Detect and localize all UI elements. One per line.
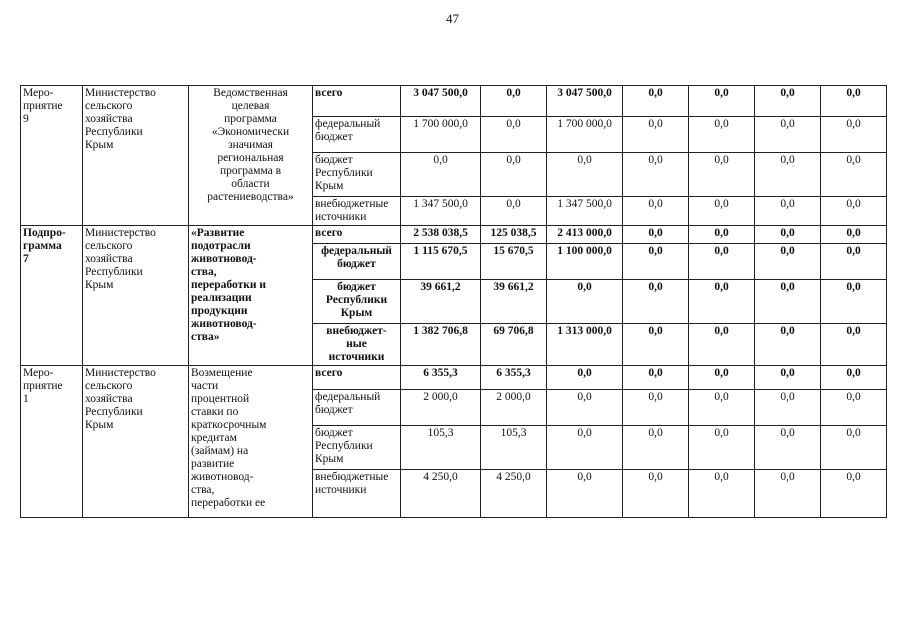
value-cell: 1 700 000,0 [547, 117, 623, 153]
value-cell: 0,0 [755, 197, 821, 226]
funding-source-line: Республики [315, 440, 373, 452]
funding-source-line: бюджет [315, 131, 353, 143]
executor-line: Крым [85, 139, 114, 151]
value-cell: 0,0 [821, 244, 887, 280]
value-cell: 39 661,2 [401, 280, 481, 324]
value-cell: 6 355,3 [481, 366, 547, 390]
value-cell: 0,0 [481, 86, 547, 117]
value-cell: 0,0 [623, 244, 689, 280]
program-name-line: ства, [191, 484, 215, 496]
funding-source-line: источники [328, 351, 385, 363]
value-cell: 0,0 [755, 426, 821, 470]
funding-source-line: федеральный [315, 391, 381, 403]
funding-source-line: Крым [315, 453, 344, 465]
value-cell: 0,0 [623, 226, 689, 244]
value-cell: 0,0 [547, 390, 623, 426]
program-name-line: развитие [191, 458, 235, 470]
funding-source-line: бюджет [315, 154, 353, 166]
value-cell: 39 661,2 [481, 280, 547, 324]
value-cell: 0,0 [623, 197, 689, 226]
executor-line: сельского [85, 100, 133, 112]
value-cell: 0,0 [689, 324, 755, 366]
item-label-line: Меро- [23, 87, 54, 99]
funding-source-line: Республики [325, 294, 388, 306]
value-cell: 0,0 [755, 153, 821, 197]
program-name-line: (займам) на [191, 445, 249, 457]
value-cell: 0,0 [755, 244, 821, 280]
item-label-line: 1 [23, 393, 29, 405]
value-cell: 0,0 [821, 197, 887, 226]
value-cell: 0,0 [821, 366, 887, 390]
value-cell: 0,0 [481, 117, 547, 153]
funding-source-line: бюджет [337, 281, 376, 293]
program-name-line: целевая [231, 100, 270, 112]
program-name-line: растениеводства» [207, 191, 294, 203]
executor-line: хозяйства [85, 253, 133, 265]
value-cell: 0,0 [547, 470, 623, 518]
executor-cell [83, 226, 189, 366]
item-label-line: приятие [23, 100, 63, 112]
value-cell: 0,0 [623, 470, 689, 518]
value-cell: 69 706,8 [481, 324, 547, 366]
value-cell: 0,0 [623, 280, 689, 324]
value-cell: 1 115 670,5 [401, 244, 481, 280]
program-name-line: «Экономически [211, 126, 290, 138]
item-label-line: 9 [23, 113, 29, 125]
executor-line: Республики [85, 126, 143, 138]
program-name-line: краткосрочным [191, 419, 267, 431]
value-cell: 0,0 [689, 86, 755, 117]
value-cell: 3 047 500,0 [401, 86, 481, 117]
funding-source-line: внебюджетные [315, 471, 389, 483]
item-label-line: 7 [23, 253, 29, 265]
item-label-cell [21, 226, 83, 366]
executor-line: сельского [85, 240, 133, 252]
value-cell: 0,0 [821, 470, 887, 518]
program-name-line: кредитам [191, 432, 237, 444]
value-cell: 0,0 [623, 153, 689, 197]
table-row [21, 226, 887, 244]
value-cell: 0,0 [821, 86, 887, 117]
funding-source-line: федеральный [321, 245, 392, 257]
program-name-line: реализации [191, 292, 252, 304]
program-name-line: животновод- [191, 318, 257, 330]
executor-line: хозяйства [85, 393, 133, 405]
program-name-line: части [191, 380, 219, 392]
value-cell: 0,0 [755, 470, 821, 518]
page-number: 47 [446, 11, 459, 26]
value-cell: 2 413 000,0 [547, 226, 623, 244]
executor-line: Крым [85, 279, 114, 291]
funding-source-cell [313, 117, 401, 153]
value-cell: 1 700 000,0 [401, 117, 481, 153]
value-cell: 0,0 [755, 280, 821, 324]
value-cell: 0,0 [547, 280, 623, 324]
executor-cell [83, 366, 189, 518]
funding-source-line: Крым [315, 180, 344, 192]
value-cell: 4 250,0 [401, 470, 481, 518]
funding-source-line: бюджет [315, 427, 353, 439]
value-cell: 0,0 [821, 117, 887, 153]
program-name-line: процентной [191, 393, 250, 405]
funding-source-cell [313, 153, 401, 197]
value-cell: 0,0 [689, 244, 755, 280]
value-cell: 0,0 [481, 197, 547, 226]
value-cell: 0,0 [755, 117, 821, 153]
value-cell: 4 250,0 [481, 470, 547, 518]
program-name-cell [189, 86, 313, 226]
value-cell: 1 313 000,0 [547, 324, 623, 366]
value-cell: 0,0 [689, 280, 755, 324]
value-cell: 0,0 [755, 390, 821, 426]
budget-table-body [21, 86, 887, 518]
value-cell: 0,0 [481, 153, 547, 197]
value-cell: 3 047 500,0 [547, 86, 623, 117]
value-cell: 0,0 [547, 366, 623, 390]
value-cell: 0,0 [755, 226, 821, 244]
value-cell: 0,0 [623, 426, 689, 470]
funding-source-cell [313, 86, 401, 117]
value-cell: 0,0 [821, 426, 887, 470]
program-name-line: Ведомственная [213, 87, 288, 99]
funding-source-cell [313, 197, 401, 226]
budget-table [20, 85, 887, 518]
funding-source-line: всего [315, 87, 343, 99]
value-cell: 0,0 [623, 86, 689, 117]
executor-line: Министерство [85, 87, 156, 99]
funding-source-cell [313, 366, 401, 390]
executor-line: Республики [85, 266, 143, 278]
value-cell: 0,0 [689, 426, 755, 470]
executor-cell [83, 86, 189, 226]
executor-line: хозяйства [85, 113, 133, 125]
value-cell: 0,0 [689, 390, 755, 426]
funding-source-cell [313, 280, 401, 324]
item-label-line: Подпро- [23, 227, 66, 239]
table-row [21, 366, 887, 390]
value-cell: 15 670,5 [481, 244, 547, 280]
value-cell: 0,0 [755, 86, 821, 117]
program-name-line: животновод- [191, 471, 254, 483]
value-cell: 0,0 [755, 366, 821, 390]
value-cell: 6 355,3 [401, 366, 481, 390]
item-label-cell [21, 86, 83, 226]
value-cell: 0,0 [689, 366, 755, 390]
executor-line: Крым [85, 419, 114, 431]
program-name-line: «Развитие [191, 227, 245, 239]
funding-source-line: бюджет [315, 404, 353, 416]
funding-source-line: источники [315, 211, 367, 223]
funding-source-line: Республики [315, 167, 373, 179]
funding-source-line: всего [315, 227, 343, 239]
program-name-line: продукции [191, 305, 248, 317]
value-cell: 1 347 500,0 [401, 197, 481, 226]
value-cell: 1 100 000,0 [547, 244, 623, 280]
program-name-line: программа [224, 113, 277, 125]
executor-line: Министерство [85, 367, 156, 379]
funding-source-line: федеральный [315, 118, 381, 130]
value-cell: 0,0 [689, 197, 755, 226]
program-name-line: региональная [217, 152, 284, 164]
funding-source-cell [313, 324, 401, 366]
value-cell: 0,0 [821, 280, 887, 324]
executor-line: сельского [85, 380, 133, 392]
table-row [21, 86, 887, 117]
value-cell: 0,0 [821, 390, 887, 426]
program-name-line: животновод- [191, 253, 257, 265]
funding-source-line: всего [315, 367, 343, 379]
value-cell: 0,0 [623, 324, 689, 366]
program-name-cell [189, 226, 313, 366]
funding-source-cell [313, 470, 401, 518]
item-label-cell [21, 366, 83, 518]
program-name-line: программа в [219, 165, 282, 177]
funding-source-line: ные [346, 338, 367, 350]
program-name-line: подотрасли [191, 240, 251, 252]
funding-source-cell [313, 226, 401, 244]
value-cell: 0,0 [689, 226, 755, 244]
program-name-cell [189, 366, 313, 518]
value-cell: 0,0 [623, 366, 689, 390]
funding-source-cell [313, 244, 401, 280]
value-cell: 0,0 [821, 226, 887, 244]
value-cell: 0,0 [623, 117, 689, 153]
value-cell: 0,0 [689, 153, 755, 197]
program-name-line: Возмещение [191, 367, 253, 379]
funding-source-line: внебюджет- [326, 325, 387, 337]
value-cell: 1 382 706,8 [401, 324, 481, 366]
value-cell: 105,3 [401, 426, 481, 470]
value-cell: 2 000,0 [401, 390, 481, 426]
value-cell: 0,0 [623, 390, 689, 426]
value-cell: 0,0 [821, 324, 887, 366]
value-cell: 0,0 [547, 426, 623, 470]
value-cell: 105,3 [481, 426, 547, 470]
value-cell: 2 538 038,5 [401, 226, 481, 244]
program-name-line: переработки и [191, 279, 266, 291]
value-cell: 125 038,5 [481, 226, 547, 244]
program-name-line: области [231, 178, 270, 190]
executor-line: Республики [85, 406, 143, 418]
item-label-line: грамма [23, 240, 62, 252]
funding-source-line: источники [315, 484, 367, 496]
value-cell: 2 000,0 [481, 390, 547, 426]
value-cell: 0,0 [755, 324, 821, 366]
executor-line: Министерство [85, 227, 156, 239]
value-cell: 0,0 [689, 470, 755, 518]
program-name-line: значимая [228, 139, 273, 151]
program-name-line: переработки ее [191, 497, 266, 509]
program-name-line: ставки по [191, 406, 239, 418]
program-name-line: ства» [191, 331, 220, 343]
funding-source-line: бюджет [337, 258, 376, 270]
funding-source-cell [313, 390, 401, 426]
program-name-line: ства, [191, 266, 217, 278]
value-cell: 0,0 [547, 153, 623, 197]
item-label-line: приятие [23, 380, 63, 392]
funding-source-line: внебюджетные [315, 198, 389, 210]
value-cell: 0,0 [689, 117, 755, 153]
funding-source-line: Крым [340, 307, 373, 319]
item-label-line: Меро- [23, 367, 54, 379]
value-cell: 0,0 [821, 153, 887, 197]
value-cell: 0,0 [401, 153, 481, 197]
value-cell: 1 347 500,0 [547, 197, 623, 226]
funding-source-cell [313, 426, 401, 470]
